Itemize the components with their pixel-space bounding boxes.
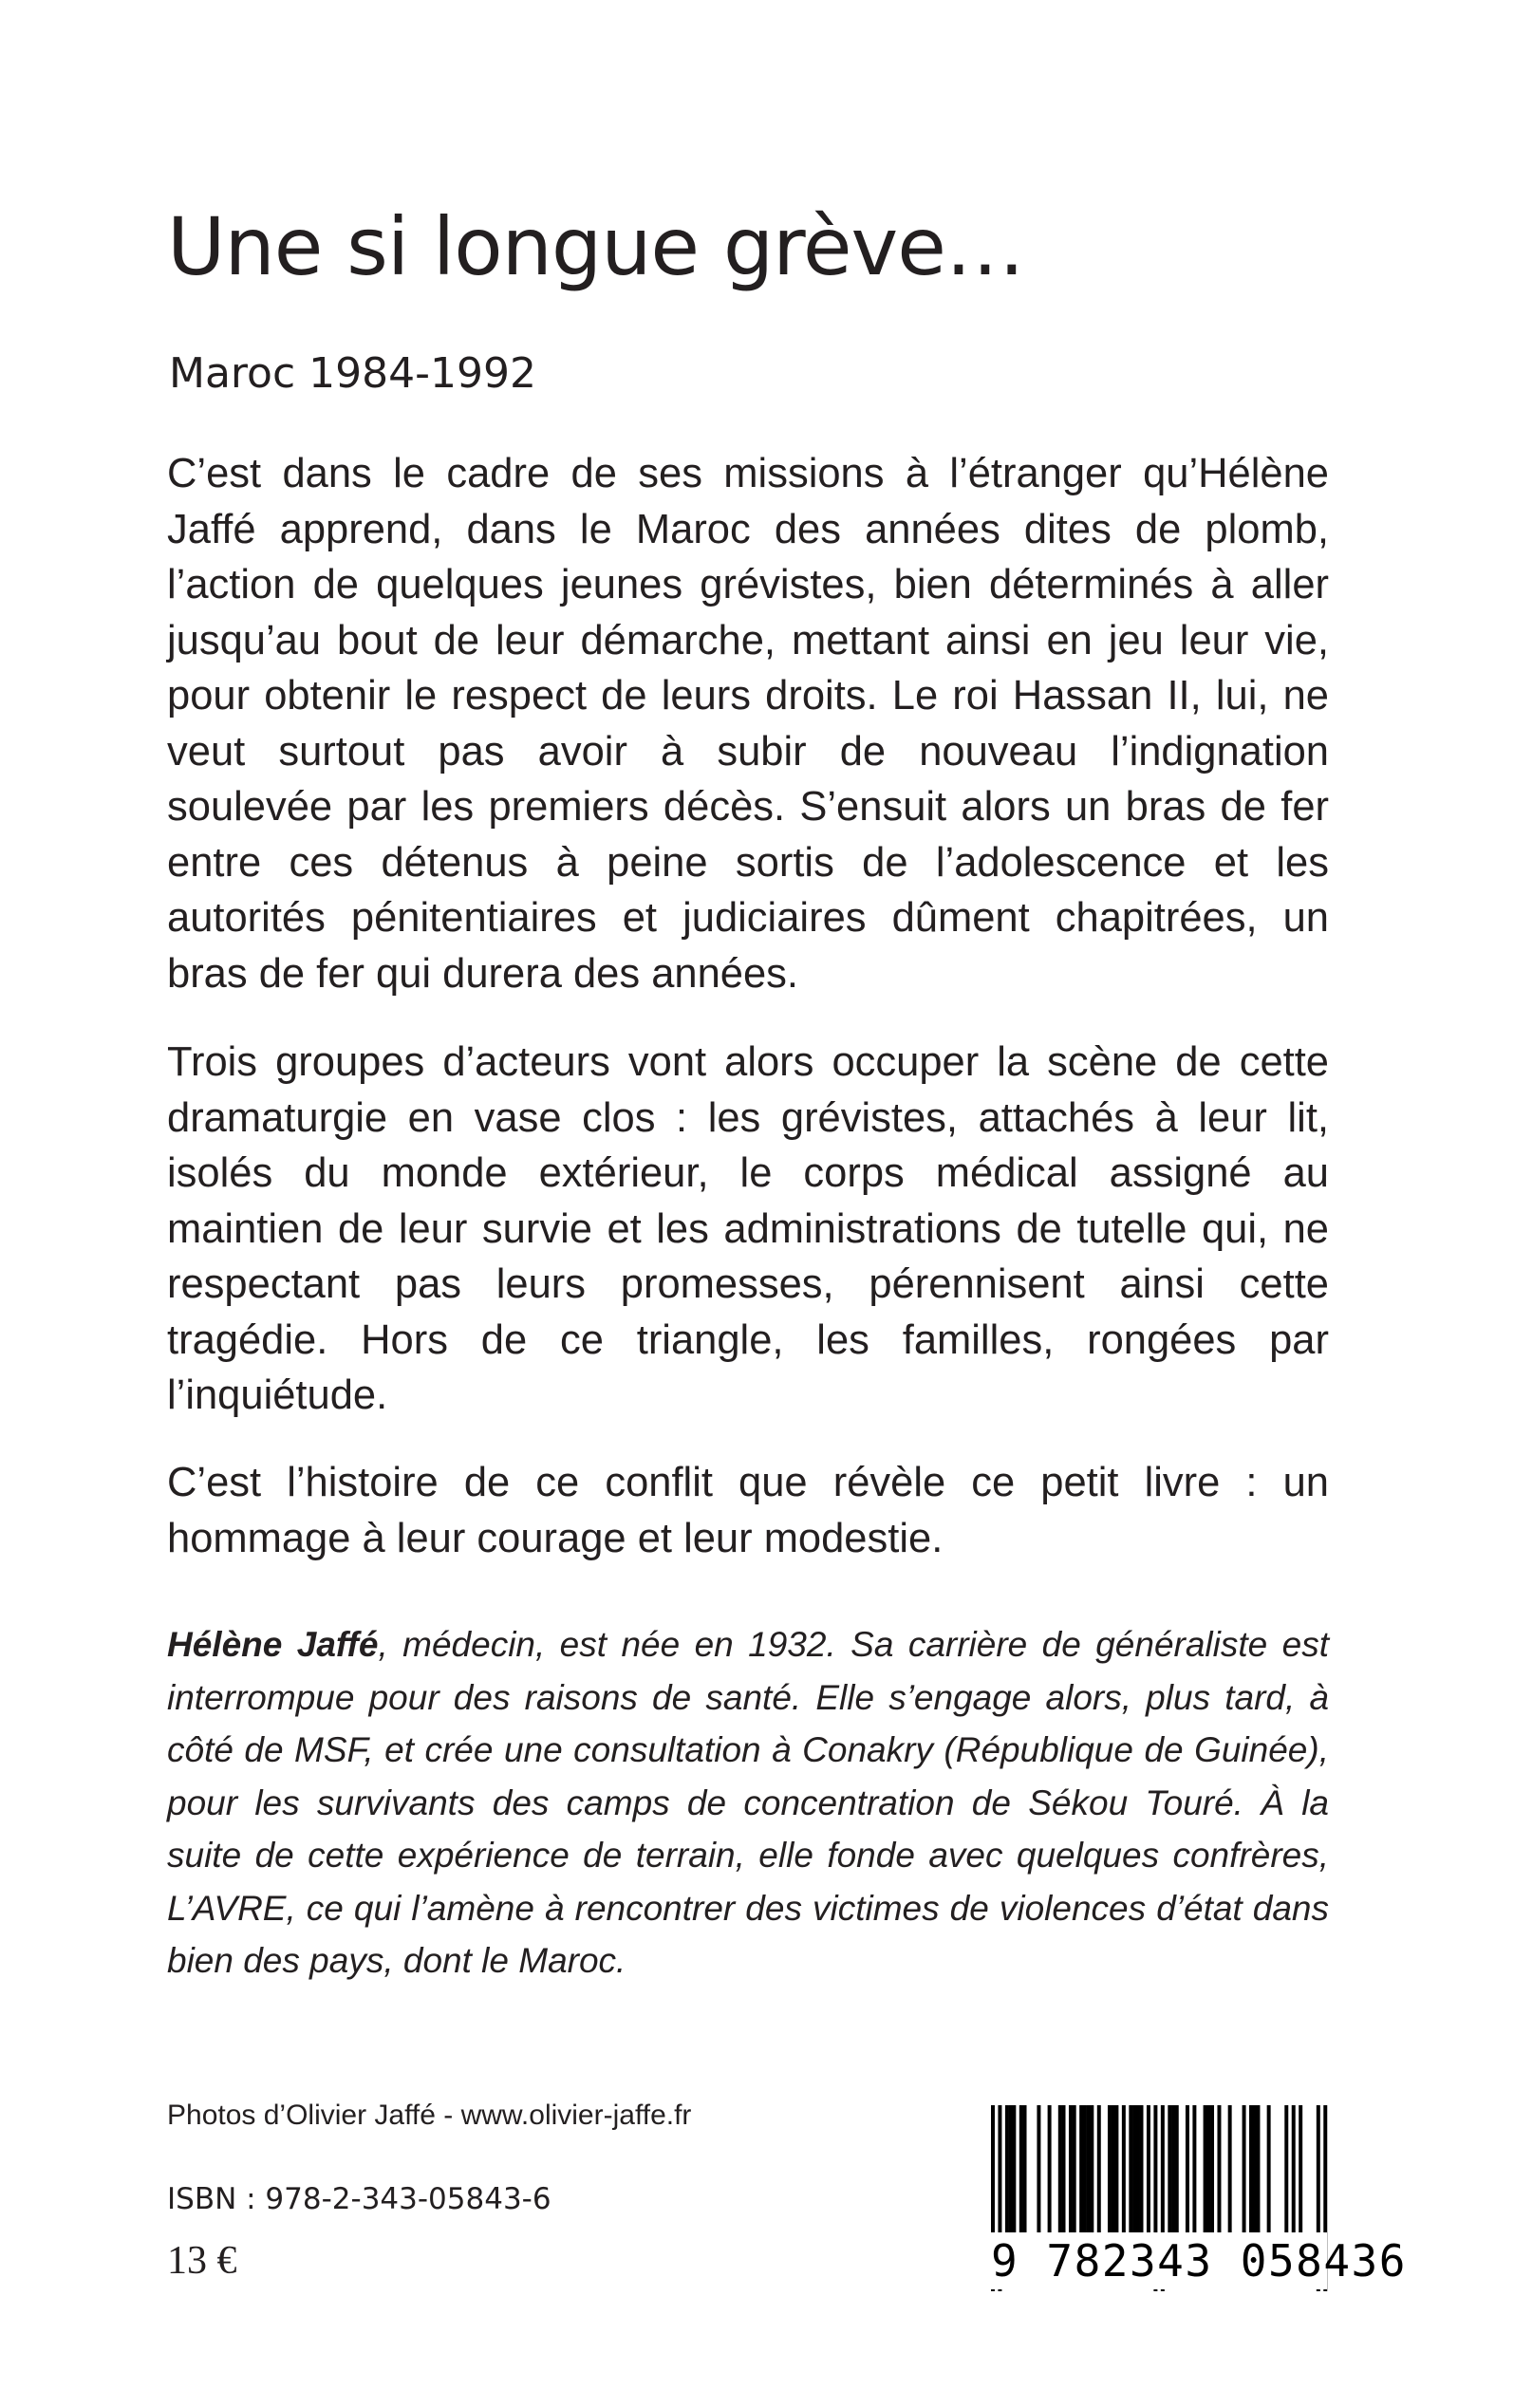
barcode-bar bbox=[1129, 2105, 1132, 2234]
barcode-bar bbox=[1249, 2105, 1253, 2234]
isbn: ISBN : 978-2-343-05843-6 bbox=[167, 2182, 551, 2216]
barcode-bar bbox=[1253, 2105, 1257, 2234]
barcode-bar bbox=[1122, 2105, 1126, 2234]
barcode-bar bbox=[1186, 2105, 1189, 2234]
barcode-bar bbox=[1168, 2105, 1171, 2234]
barcode-bar bbox=[1108, 2105, 1112, 2234]
barcode-bar bbox=[1210, 2105, 1214, 2234]
barcode-bar bbox=[1292, 2105, 1296, 2234]
barcode-bar bbox=[1132, 2105, 1136, 2234]
barcode-bar bbox=[1012, 2105, 1016, 2234]
barcode-bar bbox=[1073, 2105, 1076, 2234]
barcode-bar bbox=[1037, 2105, 1040, 2234]
barcode-bar bbox=[1256, 2105, 1260, 2234]
photo-credit: Photos d’Olivier Jaffé - www.olivier-jaffe.fr bbox=[167, 2100, 692, 2131]
barcode-bar bbox=[1069, 2105, 1073, 2234]
barcode-bar bbox=[1147, 2105, 1150, 2234]
barcode-bar bbox=[1005, 2105, 1009, 2234]
summary-paragraph-3: C’est l’histoire de ce conflit que révèle ce petit livre : un hommage à leur courage et leur modestie. bbox=[167, 1460, 1329, 1561]
barcode-bar bbox=[1062, 2105, 1066, 2234]
barcode-bar bbox=[1136, 2105, 1140, 2234]
barcode-bar bbox=[1009, 2105, 1013, 2234]
barcode-bar bbox=[1217, 2105, 1221, 2234]
author-name: Hélène Jaffé bbox=[167, 1625, 379, 1664]
barcode-bar bbox=[1267, 2105, 1271, 2234]
summary-paragraph-2: Trois groupes d’acteurs vont alors occuper la scène de cette dramaturgie en vase clos : les grévistes, attachés à leur lit, isolés du monde extérieur, le corps médical assigné au maintien de leur survie et les administrations de tutelle qui, ne respectant pas leurs promesses, pérennisent ainsi cette tragédie. Hors de ce triangle, les familles, rongées par l’inquiétude. bbox=[167, 1039, 1329, 1418]
barcode bbox=[991, 2105, 1407, 2291]
author-bio bbox=[167, 1618, 1329, 1988]
barcode-bar bbox=[1112, 2105, 1115, 2234]
barcode-bar bbox=[1171, 2105, 1175, 2234]
author-bio-text: , médecin, est née en 1932. Sa carrière de généraliste est interrompue pour des raisons de santé. Elle s’engage alors, plus tard, à côté de MSF, et crée une consultation à Conakry (République de Guinée), pour les survivants des camps de concentration de Sékou Touré. À la suite de cette expérience de terrain, elle fonde avec quelques confrères, L’AVRE, ce qui l’amène à rencontrer des victimes de violences d’état dans bien des pays, dont le Maroc. bbox=[167, 1625, 1329, 1980]
barcode-bar bbox=[1206, 2105, 1210, 2234]
book-subtitle: Maroc 1984-1992 bbox=[169, 349, 536, 398]
barcode-bar bbox=[1299, 2105, 1302, 2234]
barcode-bar bbox=[1058, 2105, 1062, 2234]
barcode-bar bbox=[1284, 2105, 1288, 2234]
barcode-bar bbox=[1048, 2105, 1052, 2234]
barcode-bar bbox=[1175, 2105, 1179, 2234]
book-title: Une si longue grève… bbox=[167, 200, 1024, 293]
price: 13 € bbox=[167, 2239, 237, 2283]
barcode-bar bbox=[1083, 2105, 1087, 2234]
barcode-bar bbox=[1019, 2105, 1023, 2234]
barcode-number: 9 782343 058436 bbox=[991, 2232, 1327, 2289]
barcode-bar bbox=[1243, 2105, 1246, 2234]
barcode-bar bbox=[1140, 2105, 1144, 2234]
barcode-bar bbox=[1087, 2105, 1091, 2234]
barcode-bar bbox=[1090, 2105, 1093, 2234]
barcode-bar bbox=[1114, 2105, 1118, 2234]
barcode-bar bbox=[1079, 2105, 1083, 2234]
barcode-bar bbox=[1228, 2105, 1232, 2234]
summary-paragraph-1: C’est dans le cadre de ses missions à l’étranger qu’Hélène Jaffé apprend, dans le Maroc des années dites de plomb, l’action de quelques jeunes grévistes, bien déterminés à aller jusqu’au bout de leur démarche, mettant ainsi en jeu leur vie, pour obtenir le respect de leurs droits. Le roi Hassan II, lui, ne veut surtout pas avoir à subir de nouveau l’indignation soulevée par les premiers décès. S’ensuit alors un bras de fer entre ces détenus à peine sortis de l’adolescence et les autorités pénitentiaires et judiciaires dûment chapitrées, un bras de fer qui durera des années. bbox=[167, 451, 1329, 997]
barcode-bar bbox=[1192, 2105, 1196, 2234]
barcode-bar bbox=[1097, 2105, 1101, 2234]
barcode-bar bbox=[1023, 2105, 1027, 2234]
barcode-bar bbox=[1204, 2105, 1207, 2234]
